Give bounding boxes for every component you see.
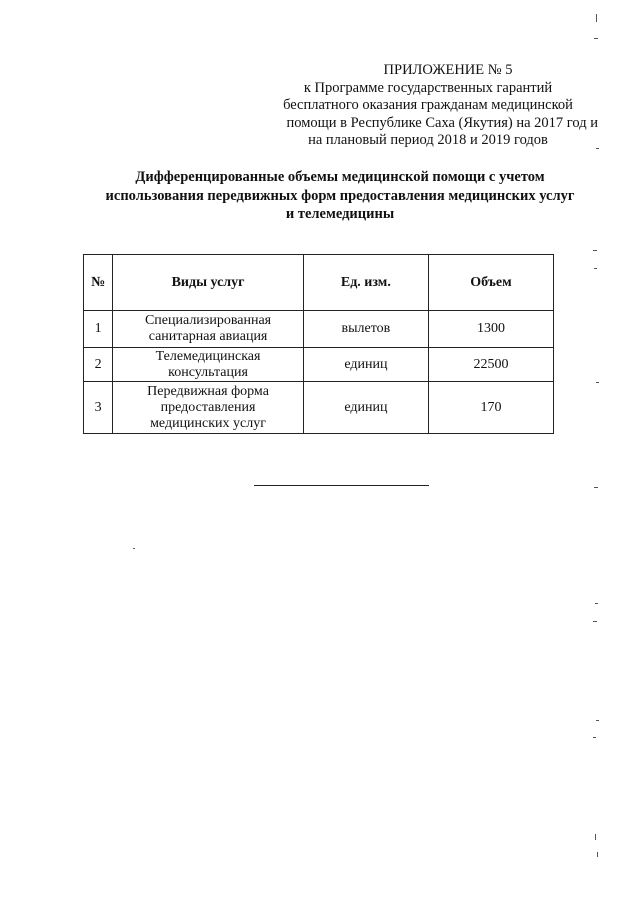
row-service-type — [113, 382, 304, 434]
scan-mark — [596, 382, 599, 383]
row-unit: единиц — [303, 348, 428, 382]
appendix-line: на плановый период 2018 и 2019 годов — [308, 132, 548, 148]
row-number: 2 — [84, 348, 113, 382]
header-unit: Ед. изм. — [303, 255, 428, 311]
scan-mark — [596, 14, 597, 22]
services-table — [83, 254, 554, 434]
scan-mark — [597, 852, 598, 857]
document-title — [80, 168, 600, 224]
scan-mark — [596, 148, 599, 149]
document-title-line: использования передвижных форм предоставления медицинских услуг — [105, 187, 575, 204]
row-service-type — [113, 348, 304, 382]
document-title-line: и телемедицины — [285, 206, 395, 222]
service-type-line: Специализированная — [144, 313, 272, 328]
row-unit: вылетов — [303, 311, 428, 348]
appendix-line: к Программе государственных гарантий — [303, 79, 553, 96]
row-volume: 1300 — [428, 311, 553, 348]
end-separator-line — [254, 485, 429, 486]
row-number: 1 — [84, 311, 113, 348]
service-type-line: предоставления — [160, 399, 256, 415]
scan-mark — [593, 250, 597, 251]
row-volume: 22500 — [428, 348, 553, 382]
service-type-line: Передвижная форма — [147, 383, 269, 399]
table-header-row — [84, 255, 554, 311]
row-unit: единиц — [303, 382, 428, 434]
service-type-line: Телемедицинская — [155, 348, 261, 364]
service-type-line: санитарная авиация — [148, 329, 268, 344]
row-volume: 170 — [428, 382, 553, 434]
scan-mark — [133, 548, 135, 549]
appendix-header — [258, 62, 598, 150]
scan-mark — [593, 621, 597, 622]
row-number: 3 — [84, 382, 113, 434]
appendix-line: помощи в Республике Саха (Якутия) на 2017 год и — [286, 114, 598, 131]
appendix-title: ПРИЛОЖЕНИЕ № 5 — [383, 62, 513, 78]
scan-mark — [594, 38, 598, 39]
scan-mark — [595, 603, 598, 604]
scan-mark — [596, 720, 599, 721]
scan-mark — [593, 737, 596, 738]
header-number: № — [84, 255, 113, 311]
scan-mark — [595, 834, 596, 840]
table-row — [84, 311, 554, 348]
header-service-type: Виды услуг — [113, 255, 304, 311]
document-title-line: Дифференцированные объемы медицинской помощи с учетом — [135, 169, 545, 185]
table-row — [84, 382, 554, 434]
table-row — [84, 348, 554, 382]
appendix-line: бесплатного оказания гражданам медицинской — [283, 97, 573, 113]
service-type-line: медицинских услуг — [150, 415, 266, 431]
scan-mark — [594, 487, 598, 488]
header-volume: Объем — [428, 255, 553, 311]
scan-mark — [594, 268, 597, 269]
service-type-line: консультация — [168, 364, 248, 380]
row-service-type — [113, 311, 304, 348]
